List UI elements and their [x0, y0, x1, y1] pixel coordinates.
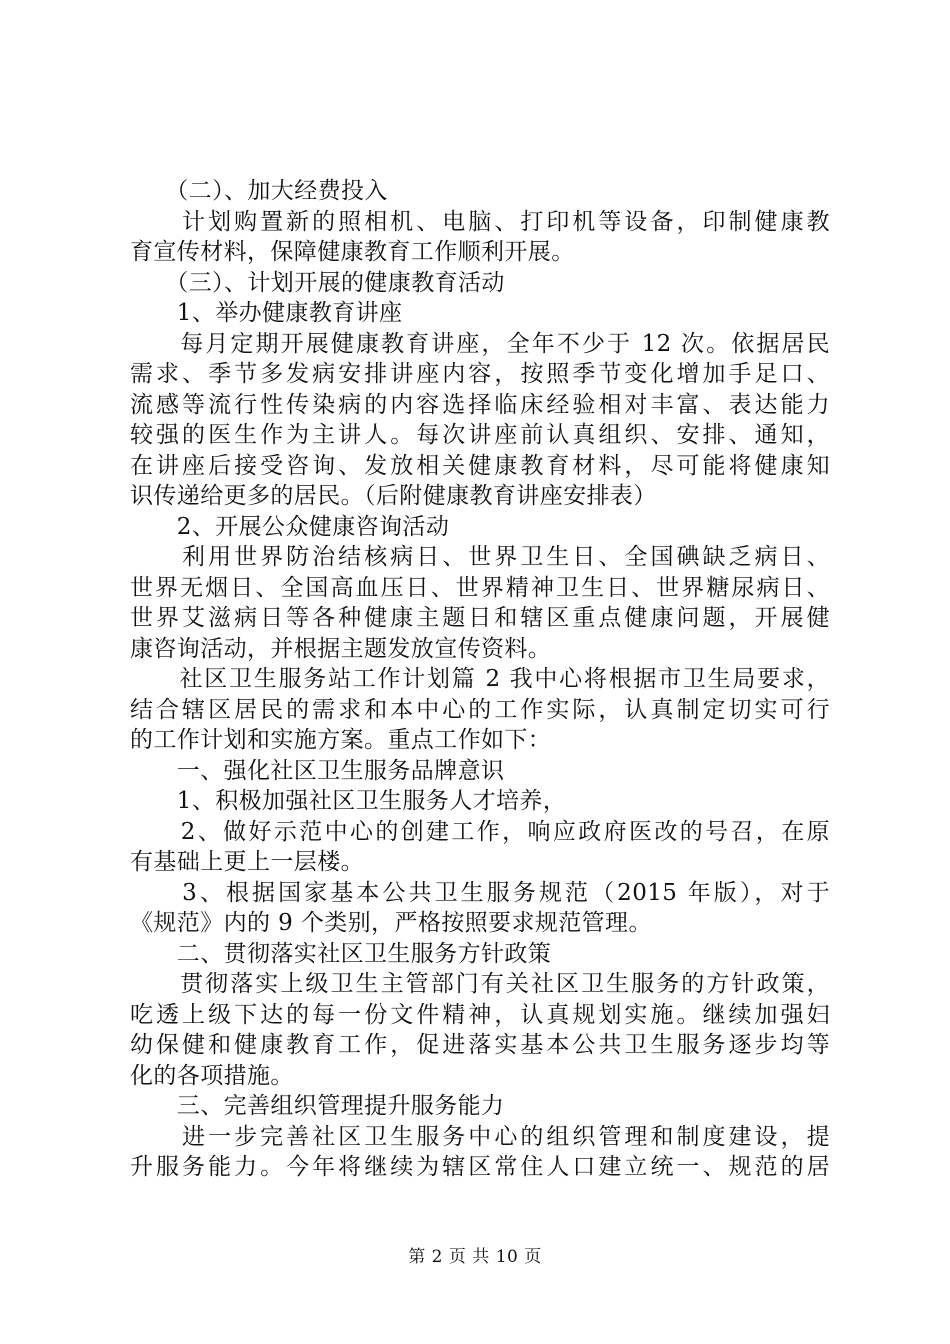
text-line: 二、贯彻落实社区卫生服务方针政策: [130, 940, 552, 967]
text-line: 在讲座后接受咨询、发放相关健康教育材料，尽可能将健康知: [130, 452, 830, 479]
text-line: 吃透上级下达的每一份文件精神，认真规划实施。继续加强妇: [130, 1001, 830, 1028]
text-line: 的工作计划和实施方案。重点工作如下：: [130, 727, 552, 753]
text-line: 每月定期开展健康教育讲座，全年不少于 12 次。依据居民: [130, 330, 830, 357]
page-footer: 第 2 页 共 10 页: [408, 1247, 542, 1267]
text-line: 世界无烟日、全国高血压日、世界精神卫生日、世界糖尿病日、: [130, 574, 830, 601]
text-line: 计划购置新的照相机、电脑、打印机等设备，印制健康教: [130, 208, 830, 235]
text-line: 育宣传材料，保障健康教育工作顺利开展。: [130, 239, 575, 265]
text-line: 《规范》内的 9 个类别，严格按照要求规范管理。: [130, 910, 652, 936]
text-line: 2、开展公众健康咨询活动: [130, 513, 450, 540]
text-line: 利用世界防治结核病日、世界卫生日、全国碘缺乏病日、: [130, 544, 830, 570]
text-line: 社区卫生服务站工作计划篇 2 我中心将根据市卫生局要求，: [130, 666, 830, 692]
text-line: 3、根据国家基本公共卫生服务规范（2015 年版），对于: [130, 879, 830, 906]
text-line: 幼保健和健康教育工作，促进落实基本公共卫生服务逐步均等: [130, 1032, 830, 1058]
text-line: 世界艾滋病日等各种健康主题日和辖区重点健康问题，开展健: [130, 605, 830, 631]
text-line: （三）、计划开展的健康教育活动: [130, 269, 505, 296]
text-line: 进一步完善社区卫生服务中心的组织管理和制度建设，提: [130, 1123, 830, 1150]
text-line: 升服务能力。今年将继续为辖区常住人口建立统一、规范的居: [130, 1154, 830, 1180]
text-line: 化的各项措施。: [130, 1062, 294, 1089]
document-body: [130, 176, 830, 1183]
text-line: （二）、加大经费投入: [130, 178, 388, 204]
text-line: 一、强化社区卫生服务品牌意识: [130, 757, 505, 784]
text-line: 有基础上更上一层楼。: [130, 849, 364, 875]
text-line: 结合辖区居民的需求和本中心的工作实际，认真制定切实可行: [130, 696, 830, 723]
text-line: 1、举办健康教育讲座: [130, 300, 403, 326]
text-line: 康咨询活动，并根据主题发放宣传资料。: [130, 635, 552, 662]
text-line: 三、完善组织管理提升服务能力: [130, 1093, 505, 1119]
text-line: 需求、季节多发病安排讲座内容，按照季节变化增加手足口、: [130, 361, 830, 387]
text-line: 识传递给更多的居民。（后附健康教育讲座安排表）: [130, 483, 657, 509]
text-line: 较强的医生作为主讲人。每次讲座前认真组织、安排、通知，: [130, 422, 830, 448]
text-line: 2、做好示范中心的创建工作，响应政府医改的号召，在原: [130, 818, 830, 845]
text-line: 1、积极加强社区卫生服务人才培养，: [130, 788, 567, 814]
text-line: 贯彻落实上级卫生主管部门有关社区卫生服务的方针政策，: [130, 971, 830, 997]
text-line: 流感等流行性传染病的内容选择临床经验相对丰富、表达能力: [130, 391, 830, 418]
